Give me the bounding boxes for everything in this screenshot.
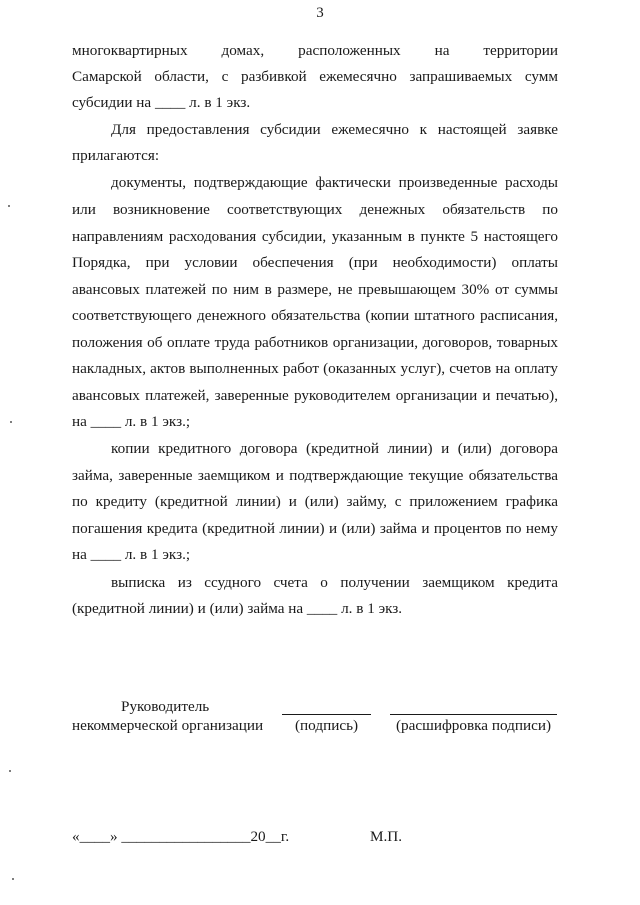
stamp-place: М.П. [370, 828, 403, 845]
text-line: займа, заверенные заемщиком и подтверждающие текущие обязательства [72, 467, 558, 484]
signature-caption: (подпись) [295, 717, 359, 734]
signatory-title-line1: Руководитель [121, 698, 210, 715]
signature-decoding-line [390, 714, 557, 715]
date-field: «____» _________________20__г. [72, 828, 290, 845]
text-line: направлениям расходования субсидии, указанным в пункте 5 настоящего [72, 228, 558, 245]
text-line: Самарской области, с разбивкой ежемесячно запрашиваемых сумм [72, 68, 558, 85]
text-line: погашения кредита (кредитной линии) и (или) займа и процентов по нему [72, 520, 558, 537]
text-line: на ____ л. в 1 экз.; [72, 413, 191, 430]
scan-speck [10, 421, 12, 423]
signature-line [282, 714, 371, 715]
text-line: авансовых платежей, заверенные руководителем организации и печатью), [72, 387, 558, 404]
text-line: многоквартирных домах, расположенных на территории [72, 42, 558, 59]
text-line: выписка из ссудного счета о получении заемщиком кредита [111, 574, 558, 591]
signature-decoding-caption: (расшифровка подписи) [396, 717, 552, 734]
text-line: Порядка, при условии обеспечения (при необходимости) оплаты [72, 254, 558, 271]
text-line: Для предоставления субсидии ежемесячно к настоящей заявке [111, 121, 558, 138]
text-line: по кредиту (кредитной линии) и (или) займу, с приложением графика [72, 493, 558, 510]
text-line: (кредитной линии) и (или) займа на ____ л. в 1 экз. [72, 600, 403, 617]
text-line: авансовых платежей по ним в размере, не превышающем 30% от суммы [72, 281, 558, 298]
scan-speck [12, 878, 14, 880]
scan-speck [8, 205, 10, 207]
text-line: прилагаются: [72, 147, 160, 164]
text-line: соответствующего денежного обязательства (копии штатного расписания, [72, 307, 558, 324]
text-line: положения об оплате труда работников организации, договоров, товарных [72, 334, 558, 351]
text-line: или возникновение соответствующих денежных обязательств по [72, 201, 558, 218]
text-line: документы, подтверждающие фактически произведенные расходы [111, 174, 558, 191]
text-line: копии кредитного договора (кредитной линии) и (или) договора [111, 440, 558, 457]
text-line: субсидии на ____ л. в 1 экз. [72, 94, 251, 111]
page-number: 3 [316, 5, 324, 21]
text-line: на ____ л. в 1 экз.; [72, 546, 191, 563]
text-line: накладных, актов выполненных работ (оказанных услуг), счетов на оплату [72, 360, 558, 377]
signatory-title-line2: некоммерческой организации [72, 717, 264, 734]
scan-speck [9, 770, 11, 772]
